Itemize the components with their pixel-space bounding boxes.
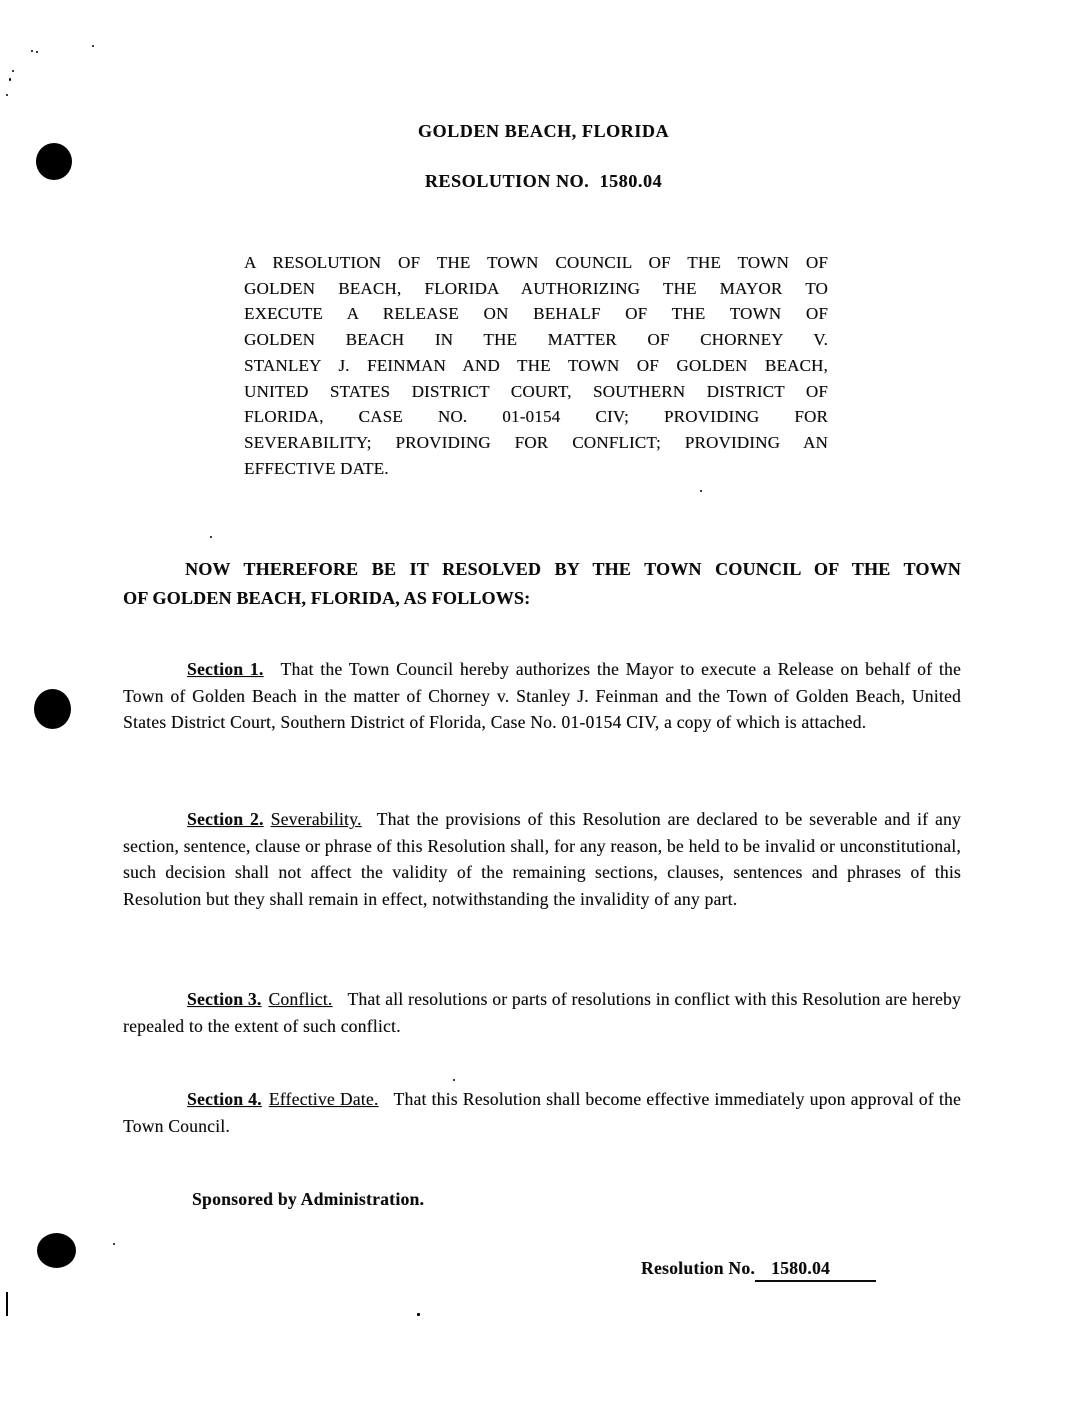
preamble-line: GOLDEN BEACH IN THE MATTER OF CHORNEY V. (244, 330, 828, 350)
scan-speck (6, 94, 8, 96)
footer-resolution-label: Resolution No. (641, 1258, 756, 1278)
resolved-clause-line: NOW THEREFORE BE IT RESOLVED BY THE TOWN COUNCIL OF THE TOWN (185, 559, 961, 579)
section-4-paragraph (123, 1086, 961, 1139)
section-4-subheading: Effective Date. (268, 1089, 379, 1109)
section-3-subheading: Conflict. (268, 989, 333, 1009)
section-3-heading: Section 3. (187, 989, 262, 1009)
scan-speck (210, 536, 212, 538)
scan-speck (453, 1079, 455, 1081)
preamble-line: UNITED STATES DISTRICT COURT, SOUTHERN DISTRICT OF (244, 381, 828, 401)
section-3-paragraph (123, 986, 961, 1039)
footer-resolution (641, 1258, 876, 1282)
preamble-caption (244, 250, 828, 481)
section-3-text: That all resolutions or parts of resolutions in conflict with this Resolution are hereby repealed to the extent of such conflict. (123, 989, 961, 1036)
preamble-line: EXECUTE A RELEASE ON BEHALF OF THE TOWN OF (244, 304, 828, 324)
section-2-text: That the provisions of this Resolution are declared to be severable and if any section, sentence, clause or phrase of this Resolution shall, for any reason, be held to be invalid or unconstitutional, such decision shall not affect the validity of the remaining sections, clauses, sentences and phrases of this Resolution but they shall remain in effect, notwithstanding the invalidity of any part. (123, 809, 961, 909)
preamble-line: SEVERABILITY; PROVIDING FOR CONFLICT; PROVIDING AN (244, 432, 828, 452)
scan-speck (113, 1243, 115, 1245)
section-2-subheading: Severability. (270, 809, 362, 829)
resolved-clause (123, 555, 961, 612)
section-4-text: That this Resolution shall become effective immediately upon approval of the Town Council. (123, 1089, 961, 1136)
hole-punch-mark (37, 1233, 76, 1268)
scan-speck (417, 1313, 420, 1316)
scan-speck (9, 78, 11, 81)
section-2-paragraph (123, 806, 961, 912)
scan-speck (700, 490, 702, 492)
scan-speck (92, 45, 94, 47)
scan-speck (31, 50, 33, 52)
footer-resolution-number: 1580.04 (755, 1258, 876, 1282)
scan-line-artifact (6, 1292, 8, 1316)
sponsor-line: Sponsored by Administration. (192, 1189, 425, 1209)
preamble-line: GOLDEN BEACH, FLORIDA AUTHORIZING THE MAYOR TO (244, 278, 828, 298)
resolved-clause-line: OF GOLDEN BEACH, FLORIDA, AS FOLLOWS: (123, 587, 531, 608)
section-1-heading: Section 1. (187, 659, 264, 679)
document-title: GOLDEN BEACH, FLORIDA (417, 121, 670, 141)
resolution-number-heading: RESOLUTION NO. 1580.04 (424, 171, 663, 191)
preamble-line: EFFECTIVE DATE. (244, 458, 389, 478)
preamble-line: A RESOLUTION OF THE TOWN COUNCIL OF THE TOWN OF (244, 253, 828, 272)
section-1-paragraph (123, 656, 961, 736)
preamble-line: STANLEY J. FEINMAN AND THE TOWN OF GOLDEN BEACH, (244, 355, 828, 375)
preamble-line: FLORIDA, CASE NO. 01-0154 CIV; PROVIDING FOR (244, 407, 828, 427)
hole-punch-mark (34, 689, 71, 729)
scan-speck (36, 51, 38, 53)
scan-speck (12, 70, 14, 72)
section-1-text: That the Town Council hereby authorizes the Mayor to execute a Release on behalf of the Town of Golden Beach in the matter of Chorney v. Stanley J. Feinman and the Town of Golden Beach, United States District Court, Southern District of Florida, Case No. 01-0154 CIV, a copy of which is attached. (123, 659, 961, 732)
section-2-heading: Section 2. (187, 809, 264, 829)
section-4-heading: Section 4. (187, 1089, 262, 1109)
